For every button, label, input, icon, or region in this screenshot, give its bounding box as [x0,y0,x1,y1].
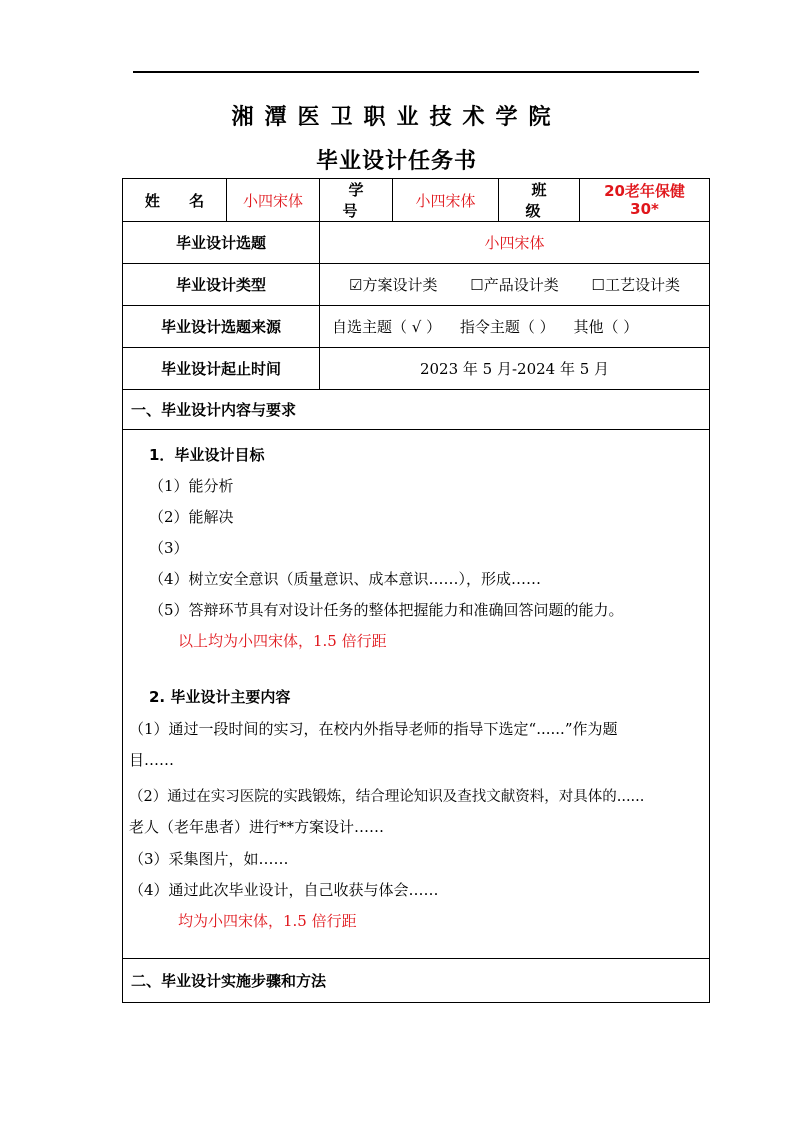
header-rule [133,71,699,73]
document-title: 毕业设计任务书 [315,149,477,174]
type-label: 毕业设计类型 [123,264,320,306]
period-value: 2023 年 5 月-2024 年 5 月 [320,348,710,390]
topic-row [123,222,710,264]
type-options [320,264,710,306]
source-other[interactable]: 其他（ ） [573,318,639,336]
type-option-process[interactable]: ☐工艺设计类 [591,276,680,294]
goal-heading: 1．毕业设计目标 [149,446,265,464]
section1-content-row [123,430,710,959]
goal-item: （4）树立安全意识（质量意识、成本意识……），形成…… [149,570,542,588]
source-label: 毕业设计选题来源 [123,306,320,348]
content-item: 目…… [129,751,175,769]
content-heading: 2. 毕业设计主要内容 [149,688,291,706]
source-options [320,306,710,348]
source-assigned[interactable]: 指令主题（ ） [459,318,555,336]
goal-item: （5）答辩环节具有对设计任务的整体把握能力和准确回答问题的能力。 [149,601,624,619]
topic-value: 小四宋体 [320,222,710,264]
section1-heading-row [123,390,710,430]
goal-item: （2）能解决 [149,508,234,526]
content-item: （4）通过此次毕业设计，自己收获与体会…… [129,881,439,899]
type-option-product[interactable]: ☐产品设计类 [470,276,559,294]
content-item: 老人（老年患者）进行**方案设计…… [129,818,385,836]
info-row [123,179,710,222]
source-row [123,306,710,348]
period-row [123,348,710,390]
class-value-line2: 30* [630,200,659,218]
name-label: 姓 名 [123,179,227,222]
checked-box-icon: ☑ [349,276,363,294]
source-self-selected[interactable]: 自选主题（ √ ） [332,318,442,336]
content-item: （3）采集图片，如…… [129,850,289,868]
period-label: 毕业设计起止时间 [123,348,320,390]
format-note-2: 均为小四宋体，1.5 倍行距 [178,912,357,930]
task-form-table [122,178,710,1003]
section2-heading: 二、毕业设计实施步骤和方法 [123,959,710,1003]
class-value-line1: 20老年保健 [604,182,685,200]
content-item: （1）通过一段时间的实习，在校内外指导老师的指导下选定“......”作为题 [129,720,618,738]
section1-content [123,430,710,959]
class-label: 班 级 [499,179,580,222]
class-value [580,179,710,222]
type-option-plan[interactable]: ☑方案设计类 [349,276,438,294]
student-id-value: 小四宋体 [393,179,499,222]
type-row [123,264,710,306]
format-note-1: 以上均为小四宋体，1.5 倍行距 [178,632,387,650]
school-name: 湘潭医卫职业技术学院 [231,105,562,130]
topic-label: 毕业设计选题 [123,222,320,264]
goal-item: （3） [149,539,189,557]
empty-box-icon: ☐ [470,276,484,294]
section1-heading: 一、毕业设计内容与要求 [123,390,710,430]
name-value: 小四宋体 [227,179,320,222]
section2-heading-row [123,959,710,1003]
empty-box-icon: ☐ [591,276,605,294]
goal-item: （1）能分析 [149,477,234,495]
student-id-label: 学 号 [320,179,393,222]
content-item: （2）通过在实习医院的实践锻炼，结合理论知识及查找文献资料，对具体的...... [129,789,645,805]
